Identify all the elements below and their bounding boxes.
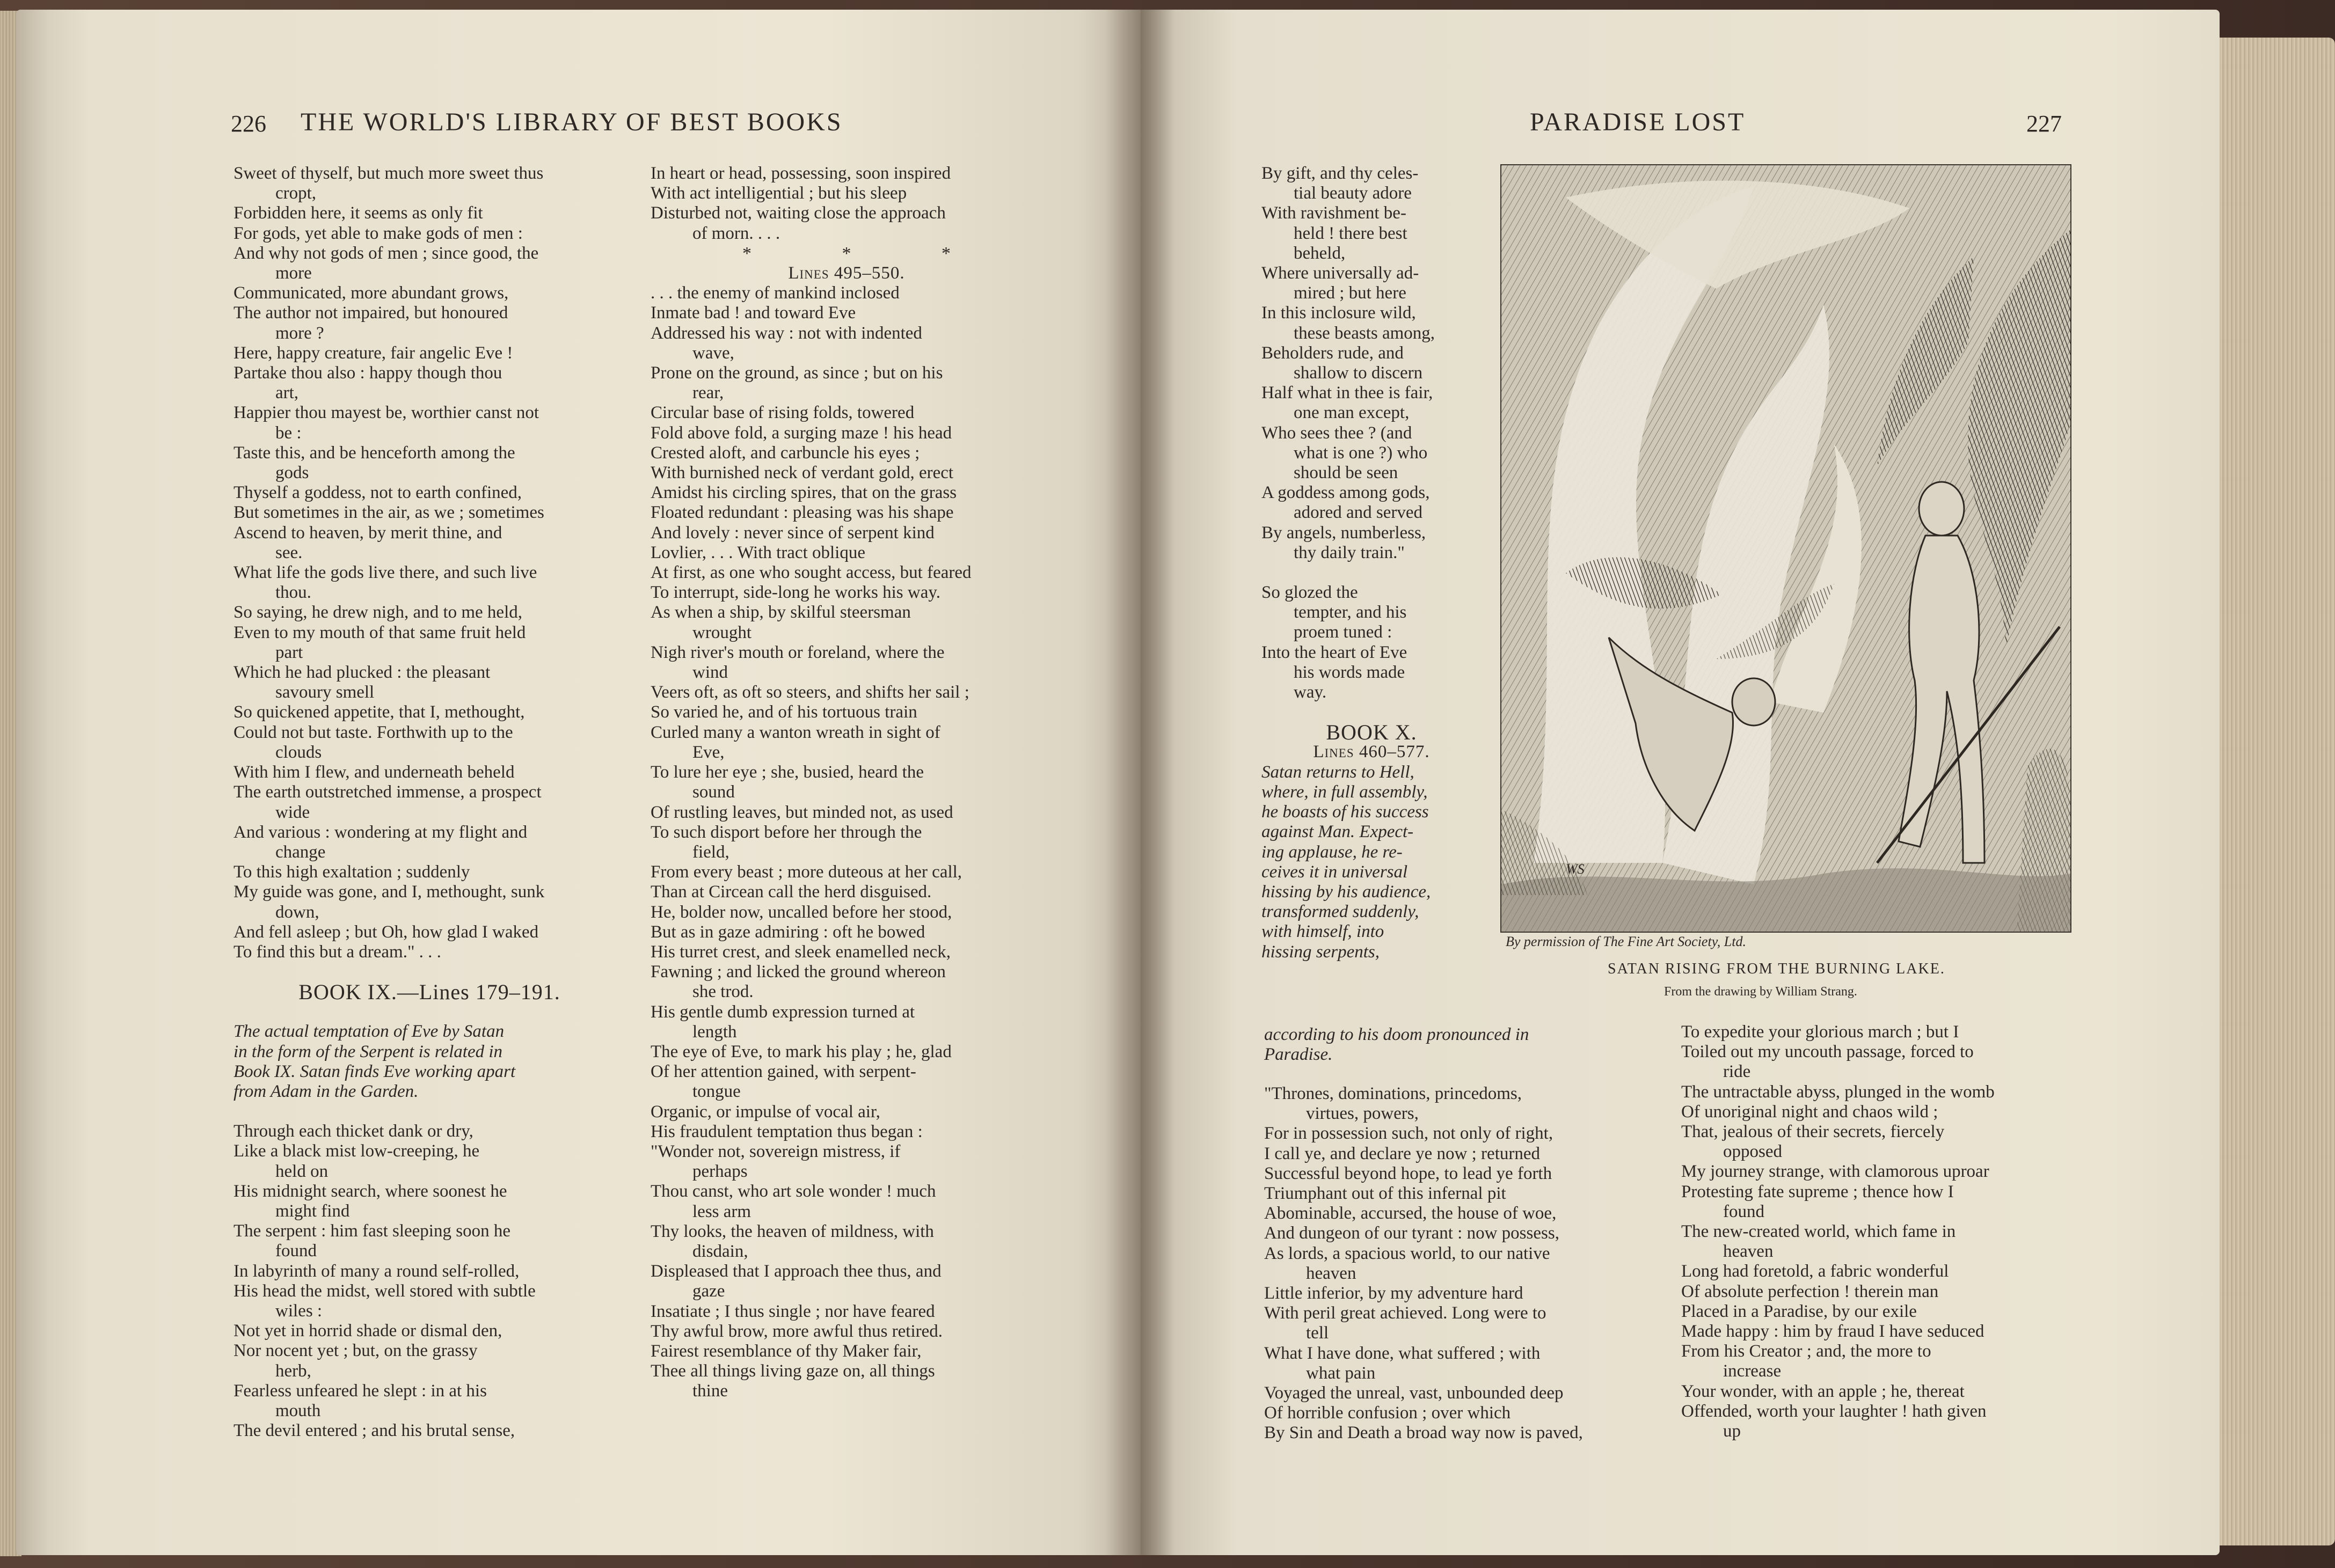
book-heading: BOOK IX.—Lines 179–191. xyxy=(298,980,560,1005)
spacer xyxy=(234,1102,625,1122)
verse-line: So glozed the xyxy=(1261,583,1358,603)
verse-continuation: be : xyxy=(275,423,302,443)
verse-continuation: rear, xyxy=(692,383,724,403)
verse-continuation: what is one ?) who xyxy=(1294,443,1428,463)
spacer xyxy=(234,962,625,982)
verse-continuation: up xyxy=(1723,1422,1741,1441)
verse-line: Thee all things living gaze on, all things xyxy=(651,1361,935,1381)
verse-continuation: mired ; but here xyxy=(1294,283,1406,303)
verse-line: Thou canst, who art sole wonder ! much xyxy=(651,1182,936,1201)
verse-line: Of rustling leaves, but minded not, as used xyxy=(651,802,953,822)
argument-italic-line: ing applause, he re- xyxy=(1261,842,1403,862)
verse-line: My guide was gone, and I, methought, sunk xyxy=(234,882,545,902)
book-heading: BOOK X. xyxy=(1326,720,1417,745)
verse-continuation: length xyxy=(692,1022,737,1042)
artist-signature: WS xyxy=(1566,861,1585,877)
verse-continuation: wrought xyxy=(692,622,751,642)
verse-line: His turret crest, and sleek enamelled neck, xyxy=(651,942,951,962)
verse-line: The untractable abyss, plunged in the womb xyxy=(1681,1082,1995,1102)
verse-line: Made happy : him by fraud I have seduced xyxy=(1681,1322,1984,1342)
verse-line: Forbidden here, it seems as only fit xyxy=(234,203,483,223)
verse-continuation: she trod. xyxy=(692,982,754,1002)
right-page-edges xyxy=(2212,38,2335,1545)
verse-continuation: art, xyxy=(275,383,299,403)
verse-continuation: his words made xyxy=(1294,662,1405,682)
book-gutter xyxy=(1106,10,1176,1555)
verse-line: Curled many a wanton wreath in sight of xyxy=(651,722,940,742)
verse-continuation: found xyxy=(275,1241,317,1261)
verse-line: His head the midst, well stored with subtle xyxy=(234,1281,536,1301)
verse-line: Voyaged the unreal, vast, unbounded deep xyxy=(1264,1383,1564,1403)
argument-italic-line: The actual temptation of Eve by Satan xyxy=(234,1022,505,1042)
verse-continuation: ride xyxy=(1723,1062,1751,1082)
spacer xyxy=(234,1002,625,1022)
verse-line: Than at Circean call the herd disguised. xyxy=(651,882,932,902)
verse-line: Inmate bad ! and toward Eve xyxy=(651,303,856,323)
verse-continuation: adored and served xyxy=(1294,503,1423,523)
verse-line: Even to my mouth of that same fruit held xyxy=(234,622,526,642)
verse-continuation: disdain, xyxy=(692,1241,748,1261)
verse-line: With him I flew, and underneath beheld xyxy=(234,763,515,782)
verse-line: Nor nocent yet ; but, on the grassy xyxy=(234,1341,478,1361)
verse-continuation: see. xyxy=(275,543,303,562)
argument-italic-line: he boasts of his success xyxy=(1261,802,1429,822)
verse-line: As lords, a spacious world, to our native xyxy=(1264,1243,1550,1263)
engraving-drawing xyxy=(1501,165,2070,932)
verse-continuation: proem tuned : xyxy=(1294,622,1392,642)
verse-continuation: of morn. . . . xyxy=(692,223,780,243)
lines-subheading: Lines 495–550. xyxy=(788,263,905,283)
verse-continuation: beheld, xyxy=(1294,243,1346,263)
verse-continuation: increase xyxy=(1723,1361,1782,1381)
verse-continuation: way. xyxy=(1294,683,1327,702)
verse-line: Happier thou mayest be, worthier canst not xyxy=(234,403,539,423)
verse-line: With act intelligential ; but his sleep xyxy=(651,184,907,203)
verse-line: The new-created world, which fame in xyxy=(1681,1222,1956,1242)
verse-line: By Sin and Death a broad way now is paved, xyxy=(1264,1423,1583,1443)
verse-line: Veers oft, as oft so steers, and shifts her sail ; xyxy=(651,683,969,702)
verse-line: Triumphant out of this infernal pit xyxy=(1264,1184,1506,1204)
argument-italic-line: against Man. Expect- xyxy=(1261,822,1414,842)
verse-continuation: wiles : xyxy=(275,1301,323,1321)
verse-line: Who sees thee ? (and xyxy=(1261,423,1412,443)
verse-line: Of her attention gained, with serpent- xyxy=(651,1062,916,1082)
right-page-column-top xyxy=(1261,164,1482,962)
verse-line: Half what in thee is fair, xyxy=(1261,383,1433,403)
verse-line: My journey strange, with clamorous uproar xyxy=(1681,1162,1989,1182)
verse-line: With peril great achieved. Long were to xyxy=(1264,1303,1546,1323)
verse-line: Through each thicket dank or dry, xyxy=(234,1122,473,1141)
verse-line: In labyrinth of many a round self-rolled, xyxy=(234,1261,520,1281)
verse-line: Fawning ; and licked the ground whereon xyxy=(651,962,946,982)
verse-line: Into the heart of Eve xyxy=(1261,642,1407,662)
verse-line: Could not but taste. Forthwith up to the xyxy=(234,722,513,742)
running-head-right: PARADISE LOST xyxy=(1530,108,1746,136)
verse-line: Of horrible confusion ; over which xyxy=(1264,1403,1511,1423)
verse-line: Partake thou also : happy though thou xyxy=(234,363,502,383)
verse-line: Like a black mist low-creeping, he xyxy=(234,1141,480,1161)
argument-italic-line: ceives it in universal xyxy=(1261,862,1408,882)
verse-continuation: clouds xyxy=(275,742,322,762)
verse-line: Crested aloft, and carbuncle his eyes ; xyxy=(651,443,920,463)
verse-line: Successful beyond hope, to lead ye forth xyxy=(1264,1163,1552,1183)
verse-line: The author not impaired, but honoured xyxy=(234,303,508,323)
verse-line: As when a ship, by skilful steersman xyxy=(651,603,911,622)
illustration-credit: By permission of The Fine Art Society, Ltd. xyxy=(1506,934,1746,949)
verse-continuation: heaven xyxy=(1306,1263,1356,1283)
left-page-column-1 xyxy=(234,164,625,1441)
verse-line: "Thrones, dominations, princedoms, xyxy=(1264,1084,1522,1103)
verse-line: For gods, yet able to make gods of men : xyxy=(234,223,523,243)
verse-line: His gentle dumb expression turned at xyxy=(651,1002,915,1022)
spacer xyxy=(1261,702,1482,722)
verse-line: The devil entered ; and his brutal sense, xyxy=(234,1421,515,1441)
verse-continuation: wave, xyxy=(692,343,734,363)
verse-line: Which he had plucked : the pleasant xyxy=(234,663,491,683)
verse-continuation: wide xyxy=(275,802,310,822)
verse-continuation: tongue xyxy=(692,1082,741,1102)
verse-line: The eye of Eve, to mark his play ; he, glad xyxy=(651,1042,952,1061)
verse-line: Fearless unfeared he slept : in at his xyxy=(234,1381,487,1401)
argument-italic-line: Satan returns to Hell, xyxy=(1261,762,1414,782)
argument-italic-line: transformed suddenly, xyxy=(1261,902,1419,922)
page-number-left: 226 xyxy=(231,111,266,137)
verse-continuation: virtues, powers, xyxy=(1306,1104,1419,1124)
verse-continuation: should be seen xyxy=(1294,463,1398,483)
verse-line: And dungeon of our tyrant : now possess, xyxy=(1264,1223,1559,1243)
verse-line: Abominable, accursed, the house of woe, xyxy=(1264,1204,1557,1223)
verse-continuation: tial beauty adore xyxy=(1294,184,1412,203)
argument-italic-line: Book IX. Satan finds Eve working apart xyxy=(234,1061,516,1081)
verse-line: With ravishment be- xyxy=(1261,203,1406,223)
verse-continuation: one man except, xyxy=(1294,403,1410,423)
verse-line: Organic, or impulse of vocal air, xyxy=(651,1102,880,1122)
verse-line: Circular base of rising folds, towered xyxy=(651,403,915,423)
verse-line: And why not gods of men ; since good, the xyxy=(234,243,539,263)
verse-line: "Wonder not, sovereign mistress, if xyxy=(651,1141,901,1161)
illustration-satan-rising xyxy=(1500,164,2071,933)
verse-line: Addressed his way : not with indented xyxy=(651,323,922,343)
verse-continuation: what pain xyxy=(1306,1363,1376,1383)
verse-line: I call ye, and declare ye now ; returned xyxy=(1264,1144,1540,1163)
verse-continuation: gaze xyxy=(692,1281,725,1301)
verse-continuation: Eve, xyxy=(692,742,725,762)
verse-line: At first, as one who sought access, but feared xyxy=(651,563,972,583)
verse-line: And lovely : never since of serpent kind xyxy=(651,523,935,543)
verse-continuation: down, xyxy=(275,902,319,922)
verse-line: His fraudulent temptation thus began : xyxy=(651,1122,923,1141)
verse-continuation: these beasts among, xyxy=(1294,323,1435,343)
verse-line: Thyself a goddess, not to earth confined, xyxy=(234,483,522,503)
verse-line: With burnished neck of verdant gold, erect xyxy=(651,463,954,483)
verse-continuation: savoury smell xyxy=(275,683,375,702)
verse-line: And various : wondering at my flight and xyxy=(234,822,528,842)
verse-continuation: opposed xyxy=(1723,1142,1782,1162)
verse-line: To interrupt, side-long he works his way. xyxy=(651,583,940,603)
illustration-title: SATAN RISING FROM THE BURNING LAKE. xyxy=(1608,961,1945,977)
argument-italic-line: hissing serpents, xyxy=(1261,942,1380,962)
verse-continuation: cropt, xyxy=(275,184,317,203)
right-page-column-bottom-right xyxy=(1681,1022,2078,1441)
verse-line: His midnight search, where soonest he xyxy=(234,1181,507,1201)
verse-continuation: less arm xyxy=(692,1201,751,1221)
verse-line: Amidst his circling spires, that on the grass xyxy=(651,483,957,503)
verse-line: Communicated, more abundant grows, xyxy=(234,283,509,303)
argument-italic-line: hissing by his audience, xyxy=(1261,882,1431,902)
verse-line: Protesting fate supreme ; thence how I xyxy=(1681,1182,1954,1201)
verse-line: To this high exaltation ; suddenly xyxy=(234,862,470,882)
verse-continuation: change xyxy=(275,842,326,862)
verse-continuation: more ? xyxy=(275,323,324,343)
verse-line: So saying, he drew nigh, and to me held, xyxy=(234,603,522,622)
argument-italic-line: from Adam in the Garden. xyxy=(234,1081,419,1101)
verse-line: Placed in a Paradise, by our exile xyxy=(1681,1301,1917,1321)
verse-line: Beholders rude, and xyxy=(1261,343,1404,363)
right-page-wide-italic xyxy=(1264,1025,1661,1065)
verse-line: The earth outstretched immense, a prospect xyxy=(234,782,542,802)
verse-line: What I have done, what suffered ; with xyxy=(1264,1343,1541,1363)
argument-italic-line: Paradise. xyxy=(1264,1045,1333,1065)
verse-line: From his Creator ; and, the more to xyxy=(1681,1342,1931,1361)
verse-continuation: thy daily train." xyxy=(1294,543,1405,562)
verse-continuation: perhaps xyxy=(692,1162,748,1182)
verse-line: Ascend to heaven, by merit thine, and xyxy=(234,523,502,543)
verse-continuation: found xyxy=(1723,1201,1764,1221)
verse-line: . . . the enemy of mankind inclosed xyxy=(651,283,900,303)
verse-continuation: wind xyxy=(692,663,728,683)
verse-line: Of unoriginal night and chaos wild ; xyxy=(1681,1102,1938,1122)
verse-line: Your wonder, with an apple ; he, thereat xyxy=(1681,1381,1965,1401)
verse-line: Taste this, and be henceforth among the xyxy=(234,443,515,463)
verse-line: To find this but a dream." . . . xyxy=(234,942,441,962)
verse-continuation: tempter, and his xyxy=(1294,603,1407,622)
section-separator: * * * xyxy=(742,243,994,263)
verse-line: Prone on the ground, as since ; but on his xyxy=(651,363,943,383)
verse-line: A goddess among gods, xyxy=(1261,483,1430,503)
verse-line: Not yet in horrid shade or dismal den, xyxy=(234,1321,502,1341)
verse-line: Long had foretold, a fabric wonderful xyxy=(1681,1262,1949,1281)
verse-continuation: held ! there best xyxy=(1294,223,1407,243)
verse-line: Fairest resemblance of thy Maker fair, xyxy=(651,1341,922,1361)
argument-italic-line: where, in full assembly, xyxy=(1261,782,1428,802)
left-page-column-2 xyxy=(651,164,1042,1402)
verse-line: In heart or head, possessing, soon inspired xyxy=(651,164,951,183)
verse-line: Here, happy creature, fair angelic Eve ! xyxy=(234,343,513,363)
verse-line: In this inclosure wild, xyxy=(1261,303,1416,323)
verse-continuation: thou. xyxy=(275,583,311,603)
illustration-subtitle: From the drawing by William Strang. xyxy=(1664,985,1857,999)
running-head-left: THE WORLD'S LIBRARY OF BEST BOOKS xyxy=(301,108,843,136)
verse-line: Of absolute perfection ! therein man xyxy=(1681,1281,1939,1301)
verse-line: For in possession such, not only of right, xyxy=(1264,1124,1553,1144)
verse-line: So varied he, and of his tortuous train xyxy=(651,702,917,722)
verse-line: Sweet of thyself, but much more sweet thus xyxy=(234,164,544,183)
verse-continuation: might find xyxy=(275,1201,350,1221)
verse-line: Insatiate ; I thus single ; nor have feared xyxy=(651,1301,935,1321)
verse-line: And fell asleep ; but Oh, how glad I waked xyxy=(234,922,539,942)
verse-line: Disturbed not, waiting close the approach xyxy=(651,203,946,223)
verse-line: Fold above fold, a surging maze ! his head xyxy=(651,423,952,443)
lines-subheading: Lines 460–577. xyxy=(1313,742,1430,762)
verse-continuation: more xyxy=(275,263,312,283)
verse-line: Floated redundant : pleasing was his shape xyxy=(651,503,954,523)
verse-continuation: sound xyxy=(692,782,735,802)
verse-line: By gift, and thy celes- xyxy=(1261,164,1419,183)
verse-continuation: mouth xyxy=(275,1401,321,1420)
verse-line: Little inferior, by my adventure hard xyxy=(1264,1284,1523,1303)
verse-line: He, bolder now, uncalled before her stood, xyxy=(651,902,952,922)
verse-continuation: field, xyxy=(692,842,729,862)
verse-continuation: held on xyxy=(275,1161,329,1181)
verse-continuation: part xyxy=(275,642,303,662)
verse-line: So quickened appetite, that I, methought, xyxy=(234,702,525,722)
verse-line: From every beast ; more duteous at her call, xyxy=(651,862,962,882)
verse-continuation: heaven xyxy=(1723,1242,1774,1262)
verse-line: Thy awful brow, more awful thus retired. xyxy=(651,1321,943,1341)
verse-line: Thy looks, the heaven of mildness, with xyxy=(651,1221,934,1241)
verse-line: Displeased that I approach thee thus, and xyxy=(651,1262,942,1281)
verse-line: The serpent : him fast sleeping soon he xyxy=(234,1221,510,1241)
verse-line: To lure her eye ; she, busied, heard the xyxy=(651,763,924,782)
verse-line: Lovlier, . . . With tract oblique xyxy=(651,543,865,562)
verse-continuation: herb, xyxy=(275,1361,311,1381)
page-number-right: 227 xyxy=(2026,111,2062,137)
verse-line: What life the gods live there, and such live xyxy=(234,563,537,583)
verse-line: To such disport before her through the xyxy=(651,822,922,842)
verse-line: Toiled out my uncouth passage, forced to xyxy=(1681,1042,1974,1062)
argument-italic-line: according to his doom pronounced in xyxy=(1264,1025,1529,1044)
argument-italic-line: with himself, into xyxy=(1261,922,1384,942)
verse-continuation: shallow to discern xyxy=(1294,363,1423,383)
right-page-column-bottom-left xyxy=(1264,1084,1661,1444)
verse-line: Offended, worth your laughter ! hath given xyxy=(1681,1401,1987,1421)
verse-line: To expedite your glorious march ; but I xyxy=(1681,1022,1959,1042)
verse-line: Where universally ad- xyxy=(1261,263,1419,283)
verse-continuation: tell xyxy=(1306,1323,1329,1343)
verse-line: But sometimes in the air, as we ; sometimes xyxy=(234,503,544,523)
verse-continuation: gods xyxy=(275,463,309,483)
spacer xyxy=(1261,563,1482,583)
argument-italic-line: in the form of the Serpent is related in xyxy=(234,1042,503,1061)
verse-line: That, jealous of their secrets, fiercely xyxy=(1681,1122,1945,1142)
verse-line: By angels, numberless, xyxy=(1261,523,1426,543)
verse-line: Nigh river's mouth or foreland, where the xyxy=(651,642,945,662)
verse-line: But as in gaze admiring : oft he bowed xyxy=(651,922,925,942)
verse-continuation: thine xyxy=(692,1381,728,1401)
